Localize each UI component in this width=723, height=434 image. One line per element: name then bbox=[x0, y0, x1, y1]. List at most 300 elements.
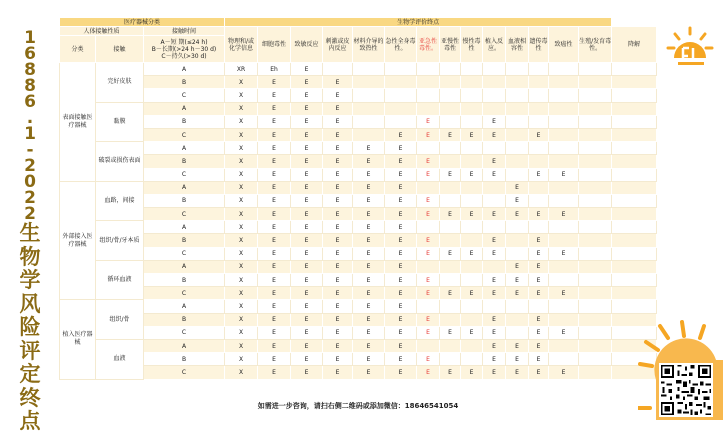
endpoint-cell: E bbox=[258, 115, 291, 128]
endpoint-cell bbox=[440, 102, 461, 115]
endpoint-cell bbox=[461, 181, 483, 194]
endpoint-cell: X bbox=[225, 260, 258, 273]
endpoint-cell bbox=[417, 300, 440, 313]
contact-cell: 组织/骨 bbox=[96, 300, 144, 340]
endpoint-cell bbox=[385, 89, 417, 102]
endpoint-cell: E bbox=[291, 339, 323, 352]
endpoint-cell bbox=[612, 260, 657, 273]
side-title bbox=[0, 0, 58, 433]
endpoint-cell bbox=[612, 221, 657, 234]
endpoint-cell: E bbox=[385, 287, 417, 300]
endpoint-cell: X bbox=[225, 339, 258, 352]
endpoint-cell: E bbox=[385, 260, 417, 273]
endpoint-cell: E bbox=[440, 208, 461, 221]
endpoint-cell bbox=[579, 300, 612, 313]
endpoint-cell: E bbox=[353, 339, 385, 352]
endpoint-cell bbox=[579, 155, 612, 168]
evaluation-table-wrap bbox=[59, 17, 657, 380]
endpoint-cell: E bbox=[506, 366, 529, 379]
endpoint-cell bbox=[417, 339, 440, 352]
endpoint-cell: E bbox=[483, 313, 506, 326]
endpoint-cell bbox=[461, 260, 483, 273]
endpoint-cell bbox=[579, 181, 612, 194]
endpoint-cell bbox=[461, 300, 483, 313]
endpoint-cell: E bbox=[291, 260, 323, 273]
endpoint-cell bbox=[385, 76, 417, 89]
endpoint-cell: E bbox=[529, 247, 549, 260]
endpoint-header: 细胞毒性 bbox=[258, 27, 291, 63]
endpoint-cell: E bbox=[323, 89, 353, 102]
endpoint-cell: E bbox=[549, 366, 579, 379]
endpoint-cell: E bbox=[323, 76, 353, 89]
endpoint-cell: E bbox=[417, 128, 440, 141]
endpoint-cell bbox=[461, 63, 483, 76]
endpoint-cell: E bbox=[440, 128, 461, 141]
time-legend-line: B－长期(>24 h－30 d) bbox=[151, 45, 217, 53]
endpoint-cell bbox=[461, 234, 483, 247]
endpoint-cell bbox=[385, 115, 417, 128]
endpoint-cell: E bbox=[323, 260, 353, 273]
duration-cell: B bbox=[144, 313, 225, 326]
endpoint-cell bbox=[417, 221, 440, 234]
endpoint-cell: E bbox=[417, 234, 440, 247]
endpoint-cell bbox=[579, 89, 612, 102]
endpoint-cell bbox=[549, 155, 579, 168]
endpoint-cell: E bbox=[323, 194, 353, 207]
endpoint-cell bbox=[579, 76, 612, 89]
endpoint-cell bbox=[440, 155, 461, 168]
endpoint-cell bbox=[612, 128, 657, 141]
duration-cell: C bbox=[144, 366, 225, 379]
endpoint-cell: E bbox=[291, 155, 323, 168]
endpoint-cell bbox=[529, 155, 549, 168]
endpoint-cell: E bbox=[258, 234, 291, 247]
endpoint-cell bbox=[579, 194, 612, 207]
endpoint-cell: X bbox=[225, 366, 258, 379]
endpoint-cell: E bbox=[385, 353, 417, 366]
side-title-char: 定 bbox=[19, 362, 41, 386]
endpoint-cell bbox=[461, 102, 483, 115]
endpoint-cell: E bbox=[385, 155, 417, 168]
endpoint-cell: E bbox=[323, 181, 353, 194]
time-legend-line: A－短 期(≤24 h) bbox=[160, 38, 208, 46]
duration-cell: C bbox=[144, 89, 225, 102]
endpoint-cell bbox=[612, 102, 657, 115]
category-header: 分类 bbox=[60, 36, 96, 63]
endpoint-cell: E bbox=[323, 102, 353, 115]
endpoint-cell: E bbox=[506, 260, 529, 273]
side-title-char: 2 bbox=[24, 188, 36, 208]
endpoint-cell: E bbox=[529, 366, 549, 379]
endpoint-cell bbox=[353, 63, 385, 76]
endpoint-cell bbox=[612, 274, 657, 287]
endpoint-header: 急性全身毒性。 bbox=[385, 27, 417, 63]
endpoint-cell: E bbox=[323, 234, 353, 247]
duration-cell: B bbox=[144, 115, 225, 128]
endpoint-cell bbox=[579, 326, 612, 339]
side-title-char: 0 bbox=[24, 172, 36, 192]
endpoint-cell: E bbox=[258, 326, 291, 339]
endpoint-cell: E bbox=[291, 287, 323, 300]
endpoint-cell: E bbox=[506, 287, 529, 300]
endpoint-cell bbox=[579, 168, 612, 181]
endpoint-cell bbox=[612, 194, 657, 207]
duration-cell: B bbox=[144, 353, 225, 366]
side-title-char: 物 bbox=[19, 244, 41, 269]
endpoint-header: 慢性毒性 bbox=[461, 27, 483, 63]
endpoint-cell: E bbox=[258, 168, 291, 181]
endpoint-cell bbox=[612, 115, 657, 128]
endpoint-cell: X bbox=[225, 155, 258, 168]
duration-cell: C bbox=[144, 208, 225, 221]
duration-cell: B bbox=[144, 76, 225, 89]
endpoint-cell bbox=[417, 102, 440, 115]
endpoint-cell: E bbox=[291, 128, 323, 141]
endpoint-cell: E bbox=[549, 168, 579, 181]
endpoint-cell bbox=[612, 300, 657, 313]
contact-cell: 循环血液 bbox=[96, 260, 144, 300]
bio-endpoints-header: 生物学评价终点 bbox=[225, 18, 612, 27]
endpoint-cell: E bbox=[323, 142, 353, 155]
endpoint-cell: E bbox=[353, 326, 385, 339]
duration-cell: C bbox=[144, 128, 225, 141]
endpoint-cell: E bbox=[353, 181, 385, 194]
endpoint-cell bbox=[461, 142, 483, 155]
endpoint-cell bbox=[549, 274, 579, 287]
side-title-char: 8 bbox=[24, 76, 36, 96]
contact-cell: 组织/骨/牙本质 bbox=[96, 221, 144, 261]
contact-time-header: 接触时间 bbox=[144, 27, 225, 36]
endpoint-cell bbox=[549, 339, 579, 352]
endpoint-cell: E bbox=[323, 366, 353, 379]
endpoint-cell: E bbox=[385, 181, 417, 194]
endpoint-cell bbox=[549, 221, 579, 234]
endpoint-cell: E bbox=[440, 168, 461, 181]
duration-cell: A bbox=[144, 339, 225, 352]
endpoint-cell: E bbox=[483, 353, 506, 366]
endpoint-cell: X bbox=[225, 181, 258, 194]
endpoint-cell bbox=[579, 128, 612, 141]
table-row bbox=[60, 339, 657, 352]
endpoint-cell: X bbox=[225, 142, 258, 155]
endpoint-cell: E bbox=[323, 287, 353, 300]
endpoint-cell: E bbox=[506, 339, 529, 352]
endpoint-cell bbox=[549, 142, 579, 155]
endpoint-cell bbox=[506, 115, 529, 128]
side-title-char: 2 bbox=[24, 156, 36, 176]
table-row bbox=[60, 76, 657, 89]
side-title-char: 2 bbox=[24, 204, 36, 224]
duration-cell: B bbox=[144, 274, 225, 287]
duration-cell: C bbox=[144, 247, 225, 260]
endpoint-cell: E bbox=[483, 155, 506, 168]
endpoint-cell bbox=[483, 194, 506, 207]
endpoint-cell bbox=[483, 102, 506, 115]
endpoint-cell bbox=[440, 221, 461, 234]
side-title-char: 风 bbox=[19, 291, 41, 316]
endpoint-cell bbox=[461, 76, 483, 89]
endpoint-cell: E bbox=[529, 313, 549, 326]
endpoint-cell: E bbox=[353, 287, 385, 300]
endpoint-cell: E bbox=[353, 194, 385, 207]
endpoint-cell bbox=[461, 221, 483, 234]
endpoint-cell: X bbox=[225, 300, 258, 313]
endpoint-cell bbox=[483, 63, 506, 76]
endpoint-cell: E bbox=[417, 168, 440, 181]
side-title-char: 学 bbox=[19, 268, 41, 292]
endpoint-cell bbox=[506, 221, 529, 234]
category-cell: 外部接入医疗器械 bbox=[60, 181, 96, 300]
endpoint-cell: E bbox=[323, 115, 353, 128]
endpoint-cell: E bbox=[483, 366, 506, 379]
endpoint-cell bbox=[579, 102, 612, 115]
endpoint-cell: E bbox=[258, 300, 291, 313]
endpoint-header: 植入反应。 bbox=[483, 27, 506, 63]
endpoint-cell: E bbox=[353, 300, 385, 313]
endpoint-cell: E bbox=[483, 208, 506, 221]
endpoint-cell bbox=[579, 221, 612, 234]
endpoint-cell bbox=[461, 89, 483, 102]
endpoint-cell bbox=[440, 300, 461, 313]
endpoint-cell: E bbox=[440, 366, 461, 379]
endpoint-cell bbox=[506, 247, 529, 260]
endpoint-cell: E bbox=[258, 339, 291, 352]
endpoint-cell: E bbox=[461, 168, 483, 181]
endpoint-cell: E bbox=[258, 89, 291, 102]
endpoint-cell: E bbox=[529, 287, 549, 300]
endpoint-cell: E bbox=[353, 313, 385, 326]
endpoint-cell bbox=[549, 76, 579, 89]
endpoint-cell bbox=[440, 234, 461, 247]
endpoint-cell: E bbox=[323, 155, 353, 168]
endpoint-cell: E bbox=[353, 208, 385, 221]
endpoint-cell: E bbox=[417, 326, 440, 339]
table-row bbox=[60, 287, 657, 300]
endpoint-cell: E bbox=[417, 194, 440, 207]
endpoint-cell bbox=[440, 63, 461, 76]
side-title-char: 险 bbox=[19, 315, 41, 339]
evaluation-table bbox=[59, 17, 657, 380]
table-row bbox=[60, 313, 657, 326]
endpoint-cell bbox=[529, 102, 549, 115]
endpoint-cell bbox=[506, 128, 529, 141]
endpoint-cell: E bbox=[258, 366, 291, 379]
endpoint-cell: E bbox=[291, 247, 323, 260]
endpoint-cell: E bbox=[258, 194, 291, 207]
endpoint-cell: E bbox=[291, 326, 323, 339]
category-cell: 表面接触医疗器械 bbox=[60, 63, 96, 182]
endpoint-cell bbox=[579, 339, 612, 352]
endpoint-cell: X bbox=[225, 115, 258, 128]
endpoint-cell bbox=[506, 102, 529, 115]
endpoint-cell bbox=[440, 142, 461, 155]
endpoint-cell bbox=[483, 221, 506, 234]
endpoint-cell: E bbox=[461, 326, 483, 339]
side-title-char: . bbox=[26, 108, 34, 128]
time-legend bbox=[144, 36, 225, 63]
qr-code-icon bbox=[659, 363, 713, 417]
duration-cell: B bbox=[144, 234, 225, 247]
endpoint-cell bbox=[353, 115, 385, 128]
endpoint-cell bbox=[440, 274, 461, 287]
table-row bbox=[60, 274, 657, 287]
endpoint-cell: E bbox=[353, 155, 385, 168]
table-row bbox=[60, 260, 657, 273]
side-title-char: 点 bbox=[19, 409, 41, 433]
duration-cell: A bbox=[144, 300, 225, 313]
endpoint-cell bbox=[440, 339, 461, 352]
endpoint-cell bbox=[612, 76, 657, 89]
endpoint-cell: E bbox=[417, 313, 440, 326]
endpoint-cell bbox=[579, 208, 612, 221]
endpoint-cell bbox=[483, 260, 506, 273]
endpoint-cell: X bbox=[225, 274, 258, 287]
endpoint-cell: E bbox=[353, 221, 385, 234]
endpoint-cell: E bbox=[323, 353, 353, 366]
table-row bbox=[60, 208, 657, 221]
endpoint-cell bbox=[483, 142, 506, 155]
endpoint-cell bbox=[461, 194, 483, 207]
endpoint-cell: E bbox=[483, 168, 506, 181]
endpoint-cell: E bbox=[291, 76, 323, 89]
endpoint-cell bbox=[549, 260, 579, 273]
endpoint-cell bbox=[612, 155, 657, 168]
endpoint-cell: E bbox=[385, 313, 417, 326]
endpoint-cell bbox=[529, 181, 549, 194]
endpoint-cell: E bbox=[291, 353, 323, 366]
endpoint-cell: E bbox=[291, 102, 323, 115]
endpoint-cell bbox=[612, 89, 657, 102]
table-row bbox=[60, 234, 657, 247]
table-row bbox=[60, 194, 657, 207]
endpoint-cell: X bbox=[225, 194, 258, 207]
endpoint-cell: E bbox=[549, 208, 579, 221]
endpoint-cell: E bbox=[549, 326, 579, 339]
endpoint-cell: E bbox=[506, 181, 529, 194]
endpoint-cell bbox=[483, 89, 506, 102]
endpoint-cell bbox=[549, 115, 579, 128]
endpoint-cell: E bbox=[461, 366, 483, 379]
endpoint-cell bbox=[461, 274, 483, 287]
endpoint-cell: E bbox=[258, 181, 291, 194]
endpoint-cell: E bbox=[258, 155, 291, 168]
endpoint-cell bbox=[353, 76, 385, 89]
endpoint-cell: E bbox=[417, 155, 440, 168]
contact-cell: 血液 bbox=[96, 339, 144, 379]
endpoint-cell: E bbox=[529, 260, 549, 273]
table-row bbox=[60, 326, 657, 339]
endpoint-cell bbox=[323, 63, 353, 76]
endpoint-cell bbox=[549, 181, 579, 194]
endpoint-cell bbox=[612, 181, 657, 194]
side-title-char: 6 bbox=[24, 44, 36, 64]
endpoint-cell bbox=[461, 115, 483, 128]
endpoint-cell: E bbox=[461, 128, 483, 141]
endpoint-cell bbox=[549, 194, 579, 207]
endpoint-cell bbox=[417, 142, 440, 155]
endpoint-cell bbox=[579, 63, 612, 76]
endpoint-cell bbox=[506, 89, 529, 102]
side-title-char: 6 bbox=[24, 92, 36, 112]
side-title-char: 8 bbox=[24, 60, 36, 80]
contact-nature-header: 人体接触性质 bbox=[60, 27, 144, 36]
table-row bbox=[60, 89, 657, 102]
endpoint-cell bbox=[440, 89, 461, 102]
endpoint-cell bbox=[440, 194, 461, 207]
endpoint-cell bbox=[506, 326, 529, 339]
endpoint-cell bbox=[549, 102, 579, 115]
endpoint-cell: E bbox=[291, 181, 323, 194]
endpoint-cell: E bbox=[506, 194, 529, 207]
endpoint-cell: E bbox=[353, 274, 385, 287]
duration-cell: C bbox=[144, 168, 225, 181]
endpoint-cell: X bbox=[225, 247, 258, 260]
endpoint-cell: E bbox=[291, 300, 323, 313]
endpoint-cell: E bbox=[323, 300, 353, 313]
duration-cell: A bbox=[144, 63, 225, 76]
table-row bbox=[60, 128, 657, 141]
endpoint-cell bbox=[529, 221, 549, 234]
endpoint-cell: E bbox=[529, 339, 549, 352]
endpoint-cell: E bbox=[291, 208, 323, 221]
endpoint-cell: E bbox=[417, 115, 440, 128]
endpoint-cell: E bbox=[549, 287, 579, 300]
endpoint-cell: E bbox=[385, 300, 417, 313]
table-row bbox=[60, 102, 657, 115]
endpoint-cell: E bbox=[258, 313, 291, 326]
endpoint-cell: E bbox=[291, 115, 323, 128]
endpoint-cell: E bbox=[323, 339, 353, 352]
endpoint-cell: E bbox=[440, 247, 461, 260]
duration-cell: C bbox=[144, 326, 225, 339]
endpoint-cell bbox=[440, 115, 461, 128]
side-title-char: 1 bbox=[24, 124, 36, 144]
endpoint-cell: E bbox=[385, 208, 417, 221]
duration-cell: A bbox=[144, 221, 225, 234]
endpoint-cell bbox=[579, 353, 612, 366]
endpoint-cell: E bbox=[385, 194, 417, 207]
endpoint-cell: E bbox=[291, 142, 323, 155]
endpoint-cell bbox=[483, 300, 506, 313]
endpoint-cell: E bbox=[323, 221, 353, 234]
contact-cell: 完好皮肤 bbox=[96, 63, 144, 103]
endpoint-cell bbox=[529, 142, 549, 155]
endpoint-header: 材料介导的致热性 bbox=[353, 27, 385, 63]
table-row bbox=[60, 155, 657, 168]
footer-contact: 如需进一步咨询，请扫右侧二维码或添加微信：18646541054 bbox=[257, 402, 459, 410]
endpoint-cell: X bbox=[225, 313, 258, 326]
endpoint-cell bbox=[385, 63, 417, 76]
endpoint-cell bbox=[417, 63, 440, 76]
endpoint-cell bbox=[440, 181, 461, 194]
endpoint-cell bbox=[549, 313, 579, 326]
duration-cell: B bbox=[144, 194, 225, 207]
endpoint-cell bbox=[417, 181, 440, 194]
table-row bbox=[60, 221, 657, 234]
endpoint-cell: E bbox=[258, 208, 291, 221]
contact-cell: 血路，间接 bbox=[96, 181, 144, 221]
endpoint-cell: E bbox=[323, 326, 353, 339]
endpoint-cell bbox=[506, 142, 529, 155]
endpoint-header: 遗传毒性 bbox=[529, 27, 549, 63]
endpoint-header: 亚慢性毒性 bbox=[440, 27, 461, 63]
endpoint-cell: E bbox=[385, 326, 417, 339]
endpoint-cell: E bbox=[385, 221, 417, 234]
time-legend-line: C－持久(>30 d) bbox=[161, 52, 207, 60]
endpoint-cell: E bbox=[461, 208, 483, 221]
endpoint-cell: E bbox=[385, 366, 417, 379]
sun-logo-icon bbox=[666, 26, 714, 74]
